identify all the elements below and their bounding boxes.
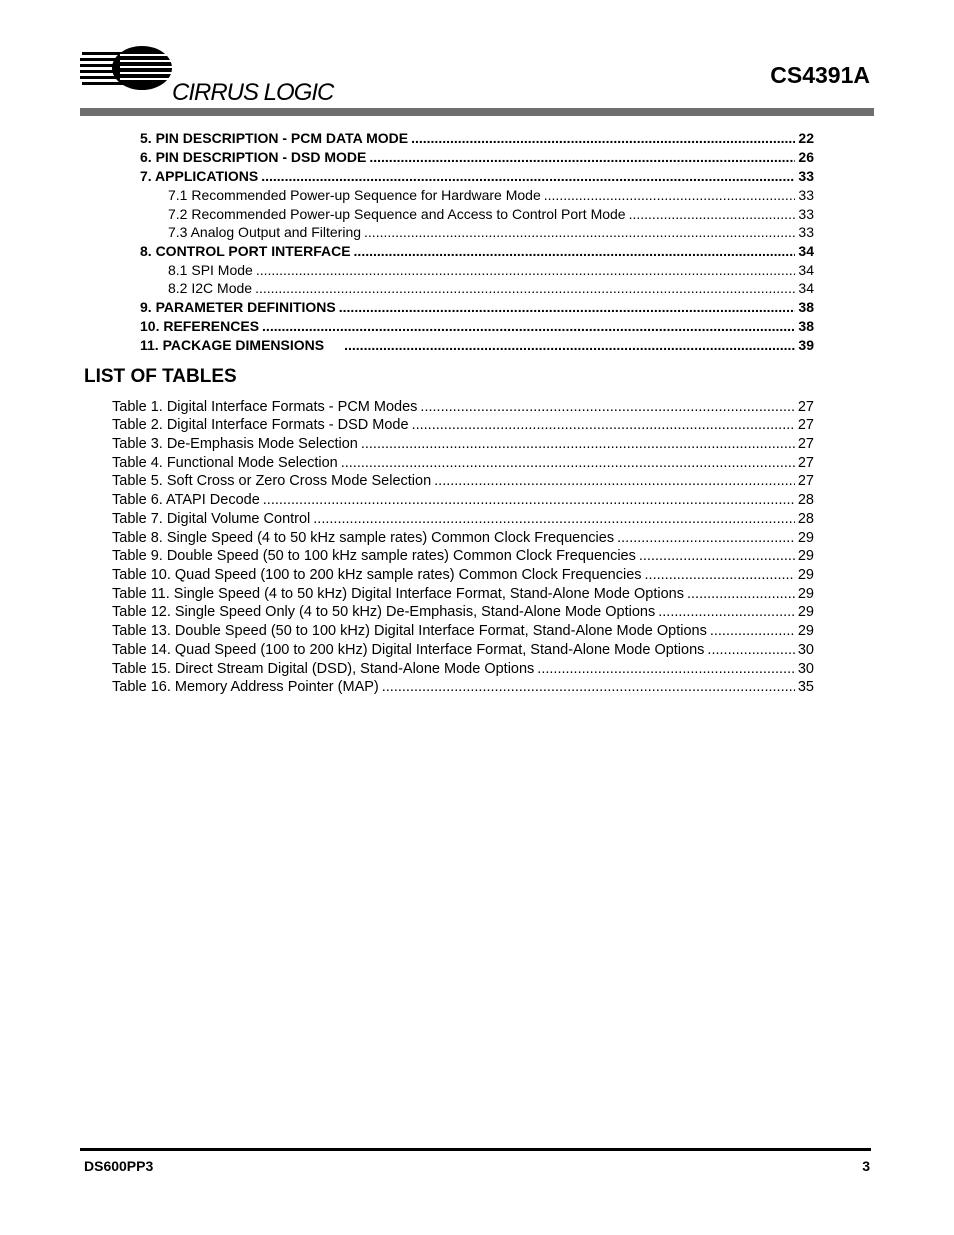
toc-entry[interactable]: 10. REFERENCES ..... 38 bbox=[140, 318, 814, 334]
toc-subentry[interactable]: 8.2 I2C Mode ..... 34 bbox=[168, 280, 814, 296]
toc-subentry[interactable]: 7.1 Recommended Power-up Sequence for Hardware Mode ..... 33 bbox=[168, 187, 814, 203]
table-list-entry[interactable]: Table 1. Digital Interface Formats - PCM Modes ..... 27 bbox=[112, 399, 814, 415]
table-list-entry[interactable]: Table 10. Quad Speed (100 to 200 kHz sample rates) Common Clock Frequencies ..... 29 bbox=[112, 567, 814, 583]
cirrus-logic-logo bbox=[80, 44, 350, 106]
toc-entry[interactable]: 11. PACKAGE DIMENSIONS ..... 39 bbox=[140, 337, 814, 353]
list-of-tables-heading: LIST OF TABLES bbox=[84, 366, 237, 387]
toc-entry[interactable]: 5. PIN DESCRIPTION - PCM DATA MODE ..... 22 bbox=[140, 130, 814, 146]
table-list-entry[interactable]: Table 4. Functional Mode Selection ..... 27 bbox=[112, 455, 814, 471]
document-title: CS4391A bbox=[770, 62, 870, 88]
table-list-entry[interactable]: Table 12. Single Speed Only (4 to 50 kHz) De-Emphasis, Stand-Alone Mode Options ..... 29 bbox=[112, 604, 814, 620]
table-list-entry[interactable]: Table 6. ATAPI Decode ..... 28 bbox=[112, 492, 814, 508]
table-list-entry[interactable]: Table 5. Soft Cross or Zero Cross Mode Selection ..... 27 bbox=[112, 473, 814, 489]
toc-entry[interactable]: 6. PIN DESCRIPTION - DSD MODE ..... 26 bbox=[140, 149, 814, 165]
toc-entry[interactable]: 9. PARAMETER DEFINITIONS ..... 38 bbox=[140, 299, 814, 315]
logo-wordmark: CIRRUS LOGIC bbox=[172, 79, 334, 106]
toc-subentry[interactable]: 7.2 Recommended Power-up Sequence and Access to Control Port Mode ..... 33 bbox=[168, 206, 814, 222]
table-list-entry[interactable]: Table 8. Single Speed (4 to 50 kHz sample rates) Common Clock Frequencies ..... 29 bbox=[112, 530, 814, 546]
table-list-entry[interactable]: Table 16. Memory Address Pointer (MAP) ..... 35 bbox=[112, 679, 814, 695]
table-list-entry[interactable]: Table 9. Double Speed (50 to 100 kHz sample rates) Common Clock Frequencies ..... 29 bbox=[112, 548, 814, 564]
footer-doc-id: DS600PP3 bbox=[84, 1158, 154, 1174]
table-list-entry[interactable]: Table 14. Quad Speed (100 to 200 kHz) Digital Interface Format, Stand-Alone Mode Options ..... 30 bbox=[112, 642, 814, 658]
table-list-entry[interactable]: Table 7. Digital Volume Control ..... 28 bbox=[112, 511, 814, 527]
toc-entry[interactable]: 8. CONTROL PORT INTERFACE ..... 34 bbox=[140, 243, 814, 259]
toc-subentry[interactable]: 7.3 Analog Output and Filtering ..... 33 bbox=[168, 224, 814, 240]
header-rule bbox=[80, 108, 874, 116]
table-list-entry[interactable]: Table 11. Single Speed (4 to 50 kHz) Digital Interface Format, Stand-Alone Mode Options ..... 29 bbox=[112, 586, 814, 602]
table-list-entry[interactable]: Table 15. Direct Stream Digital (DSD), Stand-Alone Mode Options ..... 30 bbox=[112, 661, 814, 677]
table-list-entry[interactable]: Table 2. Digital Interface Formats - DSD Mode ..... 27 bbox=[112, 417, 814, 433]
toc-subentry[interactable]: 8.1 SPI Mode ..... 34 bbox=[168, 262, 814, 278]
footer-rule bbox=[80, 1148, 871, 1151]
table-list-entry[interactable]: Table 3. De-Emphasis Mode Selection ..... 27 bbox=[112, 436, 814, 452]
table-list-entry[interactable]: Table 13. Double Speed (50 to 100 kHz) Digital Interface Format, Stand-Alone Mode Options ..... 29 bbox=[112, 623, 814, 639]
toc-entry[interactable]: 7. APPLICATIONS ..... 33 bbox=[140, 168, 814, 184]
footer-page-number: 3 bbox=[862, 1158, 870, 1174]
